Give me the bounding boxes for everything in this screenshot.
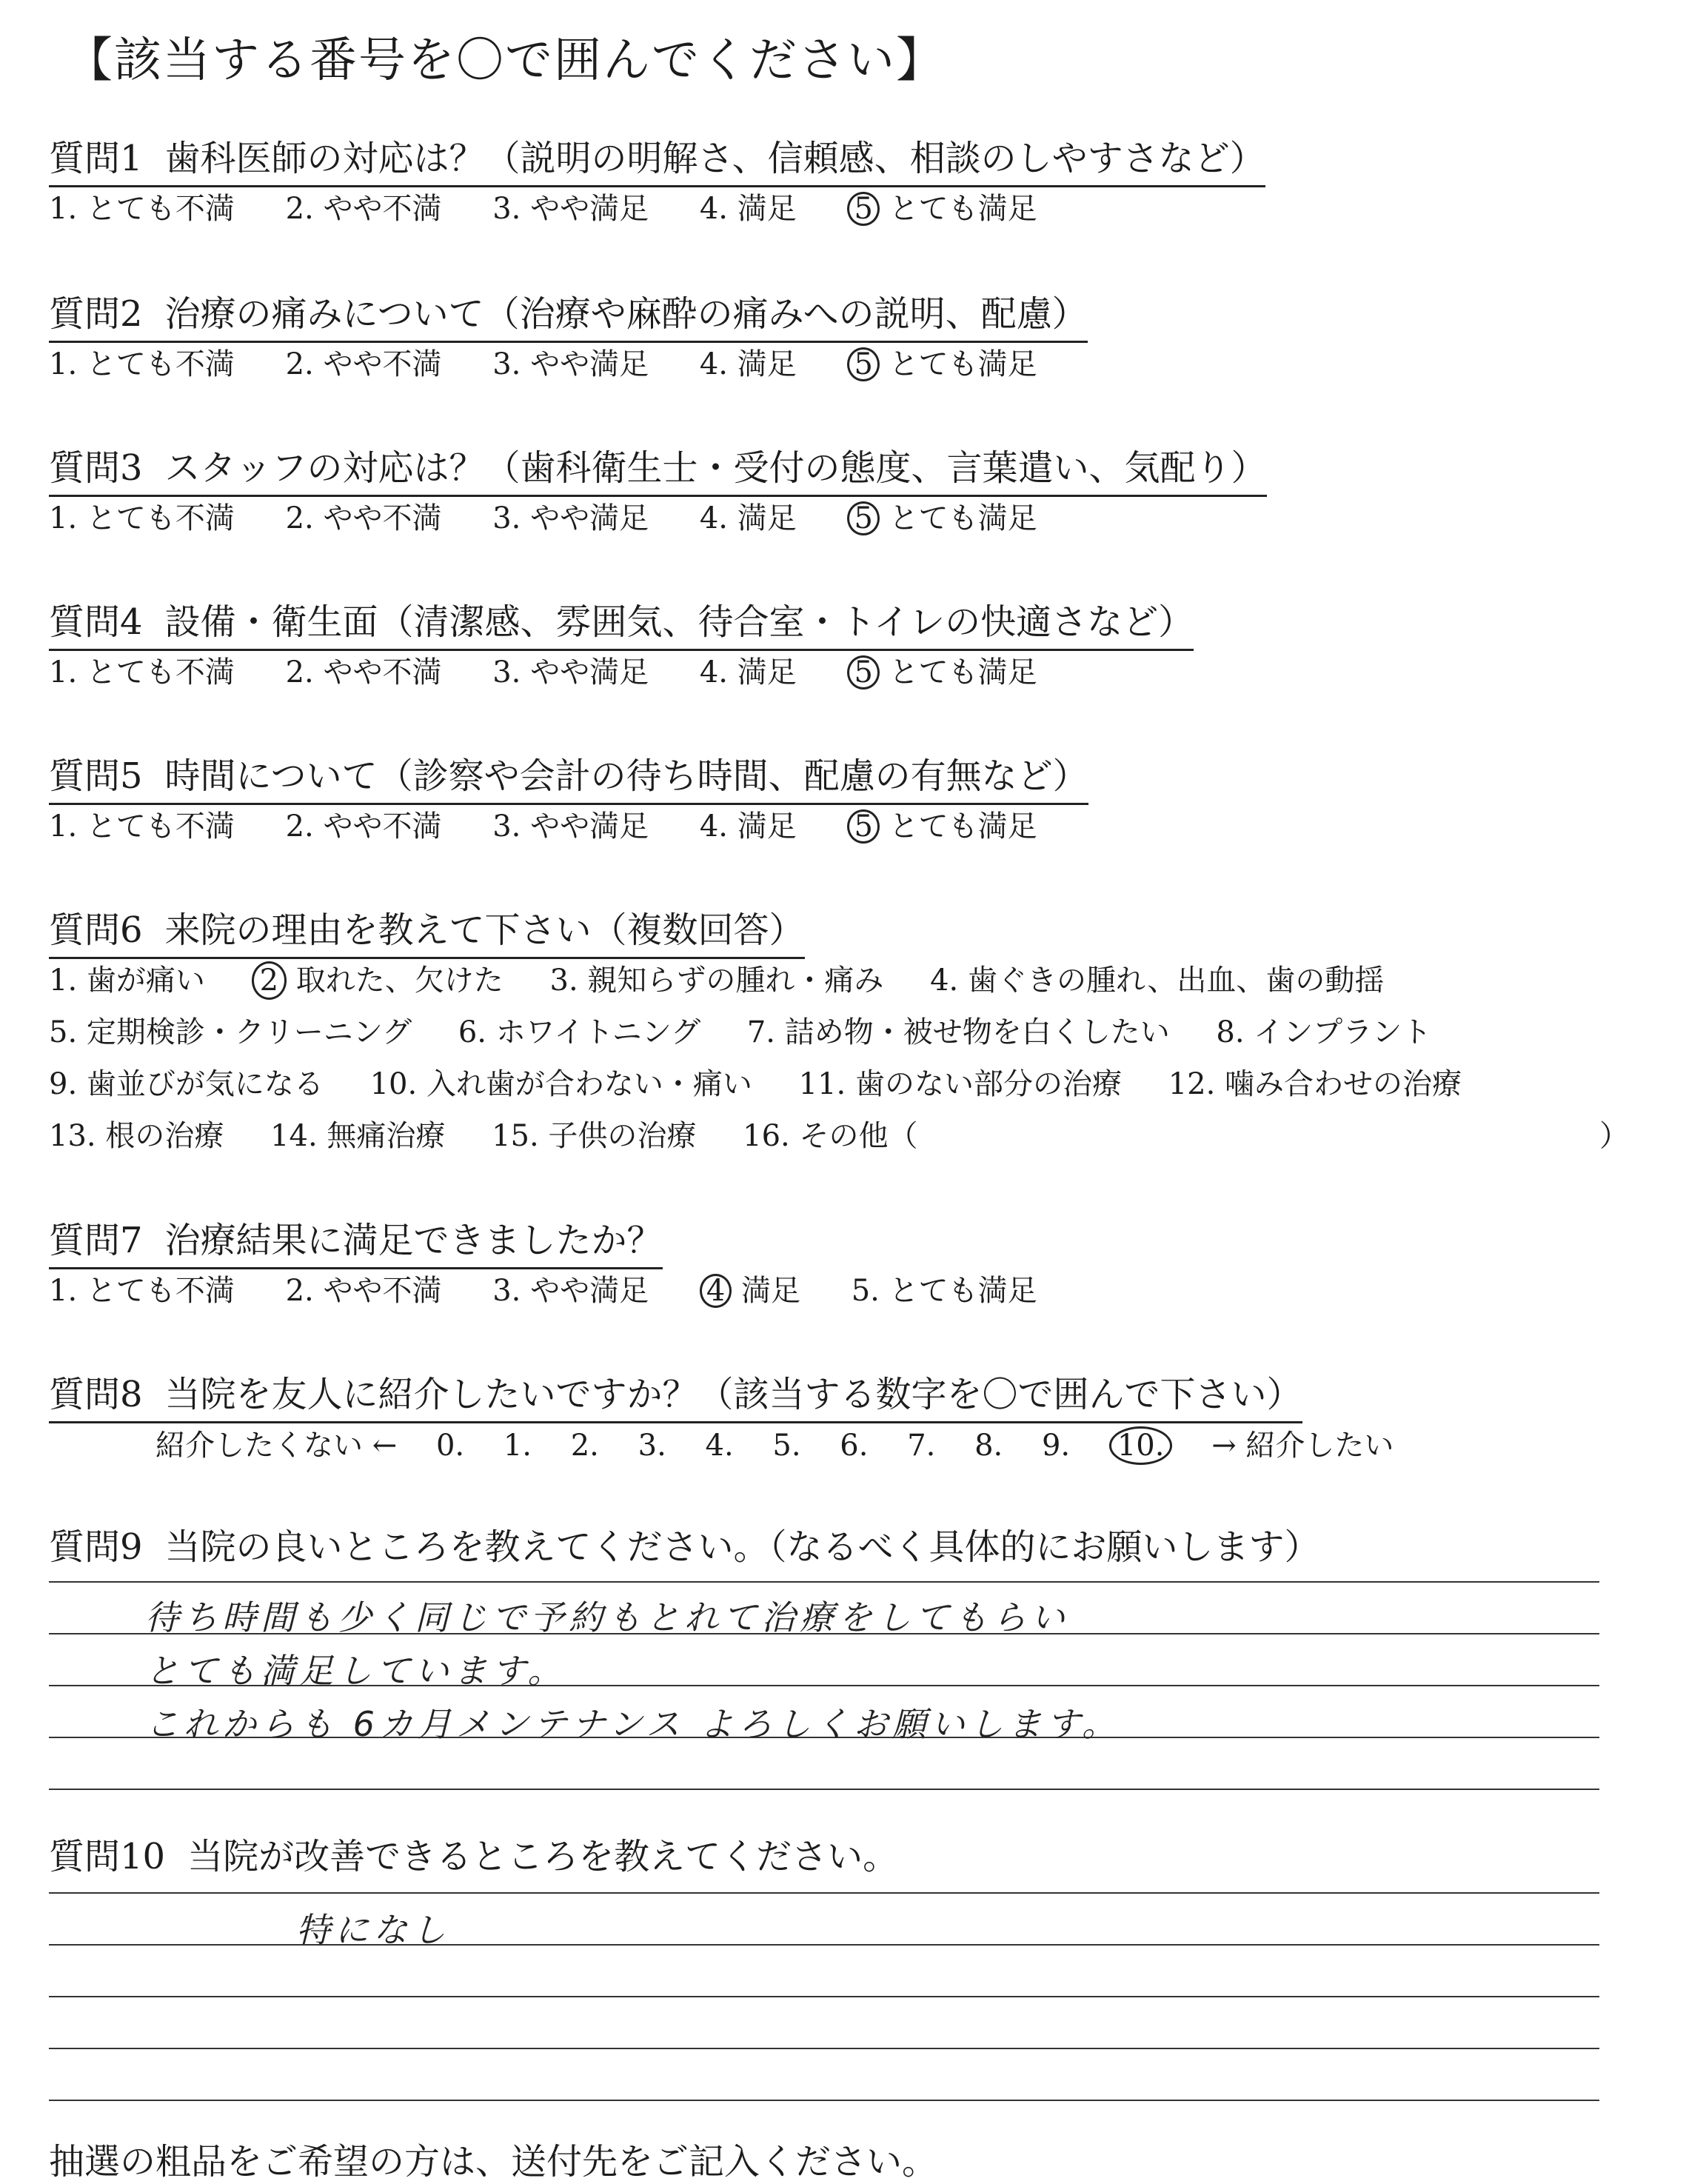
answer-line [49, 2048, 1599, 2049]
scale-value[interactable]: 9. [1041, 1429, 1071, 1463]
question-text: 当院を友人に紹介したいですか？（該当する数字を〇で囲んで下さい） [164, 1374, 1302, 1415]
option-4-selected[interactable]: 4 満足 [700, 1267, 800, 1309]
scale-value[interactable]: 8. [974, 1429, 1003, 1463]
question-text: スタッフの対応は？（歯科衛生士・受付の態度、言葉遣い、気配り） [164, 447, 1267, 489]
question-7 [49, 1212, 663, 1269]
circle-mark: 4 [700, 1274, 732, 1308]
reason-option[interactable]: 8. インプラント [1216, 1015, 1432, 1049]
question-text: 当院が改善できるところを教えてください。 [187, 1836, 899, 1877]
reason-option[interactable]: 1. 歯が痛い [49, 964, 205, 998]
question-number: 質問9 [49, 1526, 143, 1568]
option-3[interactable]: 3. やや満足 [492, 347, 649, 381]
question-number: 質問5 [49, 755, 143, 797]
reason-option[interactable]: 11. 歯のない部分の治療 [798, 1067, 1122, 1101]
handwritten-answer: 特になし [296, 1910, 450, 1950]
reason-option[interactable]: 4. 歯ぐきの腫れ、出血、歯の動揺 [930, 964, 1385, 998]
question-text: 設備・衛生面（清潔感、雰囲気、待合室・トイレの快適さなど） [164, 601, 1194, 643]
answer-line [49, 1789, 1599, 1790]
scale-value[interactable]: 3. [638, 1429, 666, 1463]
option-5-selected[interactable]: 5 とても満足 [847, 185, 1037, 227]
question-text: 当院の良いところを教えてください。（なるべく具体的にお願いします） [164, 1526, 1320, 1568]
question-number: 質問3 [49, 447, 143, 489]
circle-mark: 5 [847, 655, 879, 689]
scale-value[interactable]: 4. [705, 1429, 734, 1463]
reason-option[interactable]: 13. 根の治療 [49, 1119, 224, 1153]
option-1[interactable]: 1. とても不満 [49, 192, 235, 226]
footer-text: 抽選の粗品をご希望の方は、送付先をご記入ください。 [49, 2141, 938, 2183]
option-3[interactable]: 3. やや満足 [492, 655, 649, 689]
option-2[interactable]: 2. やや不満 [285, 347, 442, 381]
answer-line [49, 1892, 1599, 1894]
answer-line [49, 1996, 1599, 1997]
reason-option-other[interactable]: 16. その他（ [743, 1119, 918, 1153]
question-number: 質問7 [49, 1220, 143, 1261]
scale-value-selected[interactable]: 10. [1109, 1426, 1173, 1465]
question-9 [49, 1518, 1320, 1569]
scale-value[interactable]: 2. [570, 1429, 599, 1463]
option-1[interactable]: 1. とても不満 [49, 501, 235, 535]
handwritten-answer-line: これからも 6カ月メンテナンス よろしくお願いします。 [145, 1704, 1121, 1744]
circle-mark: 5 [847, 347, 879, 381]
question-text: 治療の痛みについて（治療や麻酔の痛みへの説明、配慮） [164, 293, 1088, 335]
reason-option[interactable]: 5. 定期検診・クリーニング [49, 1015, 412, 1049]
question-8 [49, 1366, 1302, 1423]
handwritten-answer-line: 待ち時間も少く同じで予約もとれて治療をしてもらい [145, 1597, 1069, 1637]
reasons-row-3 [49, 1061, 1499, 1103]
option-4[interactable]: 4. 満足 [699, 501, 797, 535]
option-5-selected[interactable]: 5 とても満足 [847, 341, 1037, 383]
option-4[interactable]: 4. 満足 [699, 192, 797, 226]
question-1 [49, 130, 1265, 187]
option-1[interactable]: 1. とても不満 [49, 655, 235, 689]
scale-value[interactable]: 6. [840, 1429, 869, 1463]
question-3 [49, 439, 1267, 497]
handwritten-answer-line: とても満足しています。 [145, 1651, 566, 1691]
scale-value[interactable]: 0. [435, 1429, 465, 1463]
reason-option-selected[interactable]: 2 取れた、欠けた [252, 957, 504, 1000]
form-title: 【該当する番号を〇で囲んでください】 [65, 33, 945, 88]
question-text: 時間について（診察や会計の待ち時間、配慮の有無など） [164, 755, 1088, 797]
question-number: 質問2 [49, 293, 143, 335]
option-1[interactable]: 1. とても不満 [49, 347, 235, 381]
reason-option[interactable]: 10. 入れ歯が合わない・痛い [369, 1067, 752, 1101]
scale-value[interactable]: 7. [907, 1429, 936, 1463]
other-close-paren: ） [1599, 1119, 1629, 1153]
reason-option[interactable]: 9. 歯並びが気になる [49, 1067, 324, 1101]
circle-mark: 5 [847, 192, 879, 226]
option-2[interactable]: 2. やや不満 [285, 501, 442, 535]
reason-option[interactable]: 12. 噛み合わせの治療 [1168, 1067, 1462, 1101]
circle-mark: 5 [847, 809, 879, 844]
question-text: 治療結果に満足できましたか？ [164, 1220, 663, 1261]
option-1[interactable]: 1. とても不満 [49, 809, 235, 844]
options-q4 [49, 649, 1079, 691]
reasons-row-1 [49, 957, 1421, 1000]
question-6 [49, 901, 805, 959]
options-q5 [49, 803, 1079, 845]
options-q3 [49, 495, 1079, 537]
question-text: 来院の理由を教えて下さい（複数回答） [164, 909, 805, 951]
options-q2 [49, 341, 1079, 383]
option-2[interactable]: 2. やや不満 [285, 655, 442, 689]
option-2[interactable]: 2. やや不満 [285, 1274, 442, 1308]
option-5-selected[interactable]: 5 とても満足 [847, 649, 1037, 691]
reason-option[interactable]: 6. ホワイトニング [458, 1015, 701, 1049]
option-3[interactable]: 3. やや満足 [492, 192, 649, 226]
option-3[interactable]: 3. やや満足 [492, 1274, 649, 1308]
option-4[interactable]: 4. 満足 [699, 655, 797, 689]
scale-right-label: → 紹介したい [1211, 1429, 1394, 1463]
option-3[interactable]: 3. やや満足 [492, 809, 649, 844]
option-5-selected[interactable]: 5 とても満足 [847, 803, 1037, 845]
reason-option[interactable]: 3. 親知らずの腫れ・痛み [549, 964, 884, 998]
question-number: 質問1 [49, 138, 143, 179]
scale-value[interactable]: 5. [772, 1429, 801, 1463]
option-1[interactable]: 1. とても不満 [49, 1274, 235, 1308]
question-2 [49, 285, 1088, 343]
scale-left-label: 紹介したくない ← [155, 1429, 398, 1463]
question-text: 歯科医師の対応は？（説明の明解さ、信頼感、相談のしやすさなど） [164, 138, 1265, 179]
answer-line [49, 2100, 1599, 2101]
answer-line [49, 1581, 1599, 1583]
reason-option[interactable]: 15. 子供の治療 [492, 1119, 697, 1153]
option-5-selected[interactable]: 5 とても満足 [847, 495, 1037, 537]
scale-value[interactable]: 1. [503, 1429, 532, 1463]
question-10 [49, 1828, 898, 1879]
answer-line [49, 1944, 1599, 1946]
circle-mark: 2 [252, 961, 287, 1000]
option-3[interactable]: 3. やや満足 [492, 501, 649, 535]
option-2[interactable]: 2. やや不満 [285, 192, 442, 226]
option-4[interactable]: 4. 満足 [699, 347, 797, 381]
question-number: 質問4 [49, 601, 143, 643]
reason-option[interactable]: 14. 無痛治療 [270, 1119, 446, 1153]
question-number: 質問6 [49, 909, 143, 951]
question-number: 質問8 [49, 1374, 143, 1415]
circle-mark: 5 [847, 501, 879, 535]
option-5[interactable]: 5. とても満足 [851, 1274, 1037, 1308]
reasons-row-2 [49, 1009, 1468, 1051]
recommend-scale [155, 1422, 1423, 1465]
reason-option[interactable]: 7. 詰め物・被せ物を白くしたい [746, 1015, 1170, 1049]
question-4 [49, 593, 1194, 651]
options-q1 [49, 185, 1079, 227]
option-4[interactable]: 4. 満足 [699, 809, 797, 844]
question-number: 質問10 [49, 1836, 166, 1877]
reasons-row-4 [49, 1112, 954, 1155]
question-5 [49, 747, 1088, 805]
options-q7 [49, 1267, 1079, 1309]
option-2[interactable]: 2. やや不満 [285, 809, 442, 844]
